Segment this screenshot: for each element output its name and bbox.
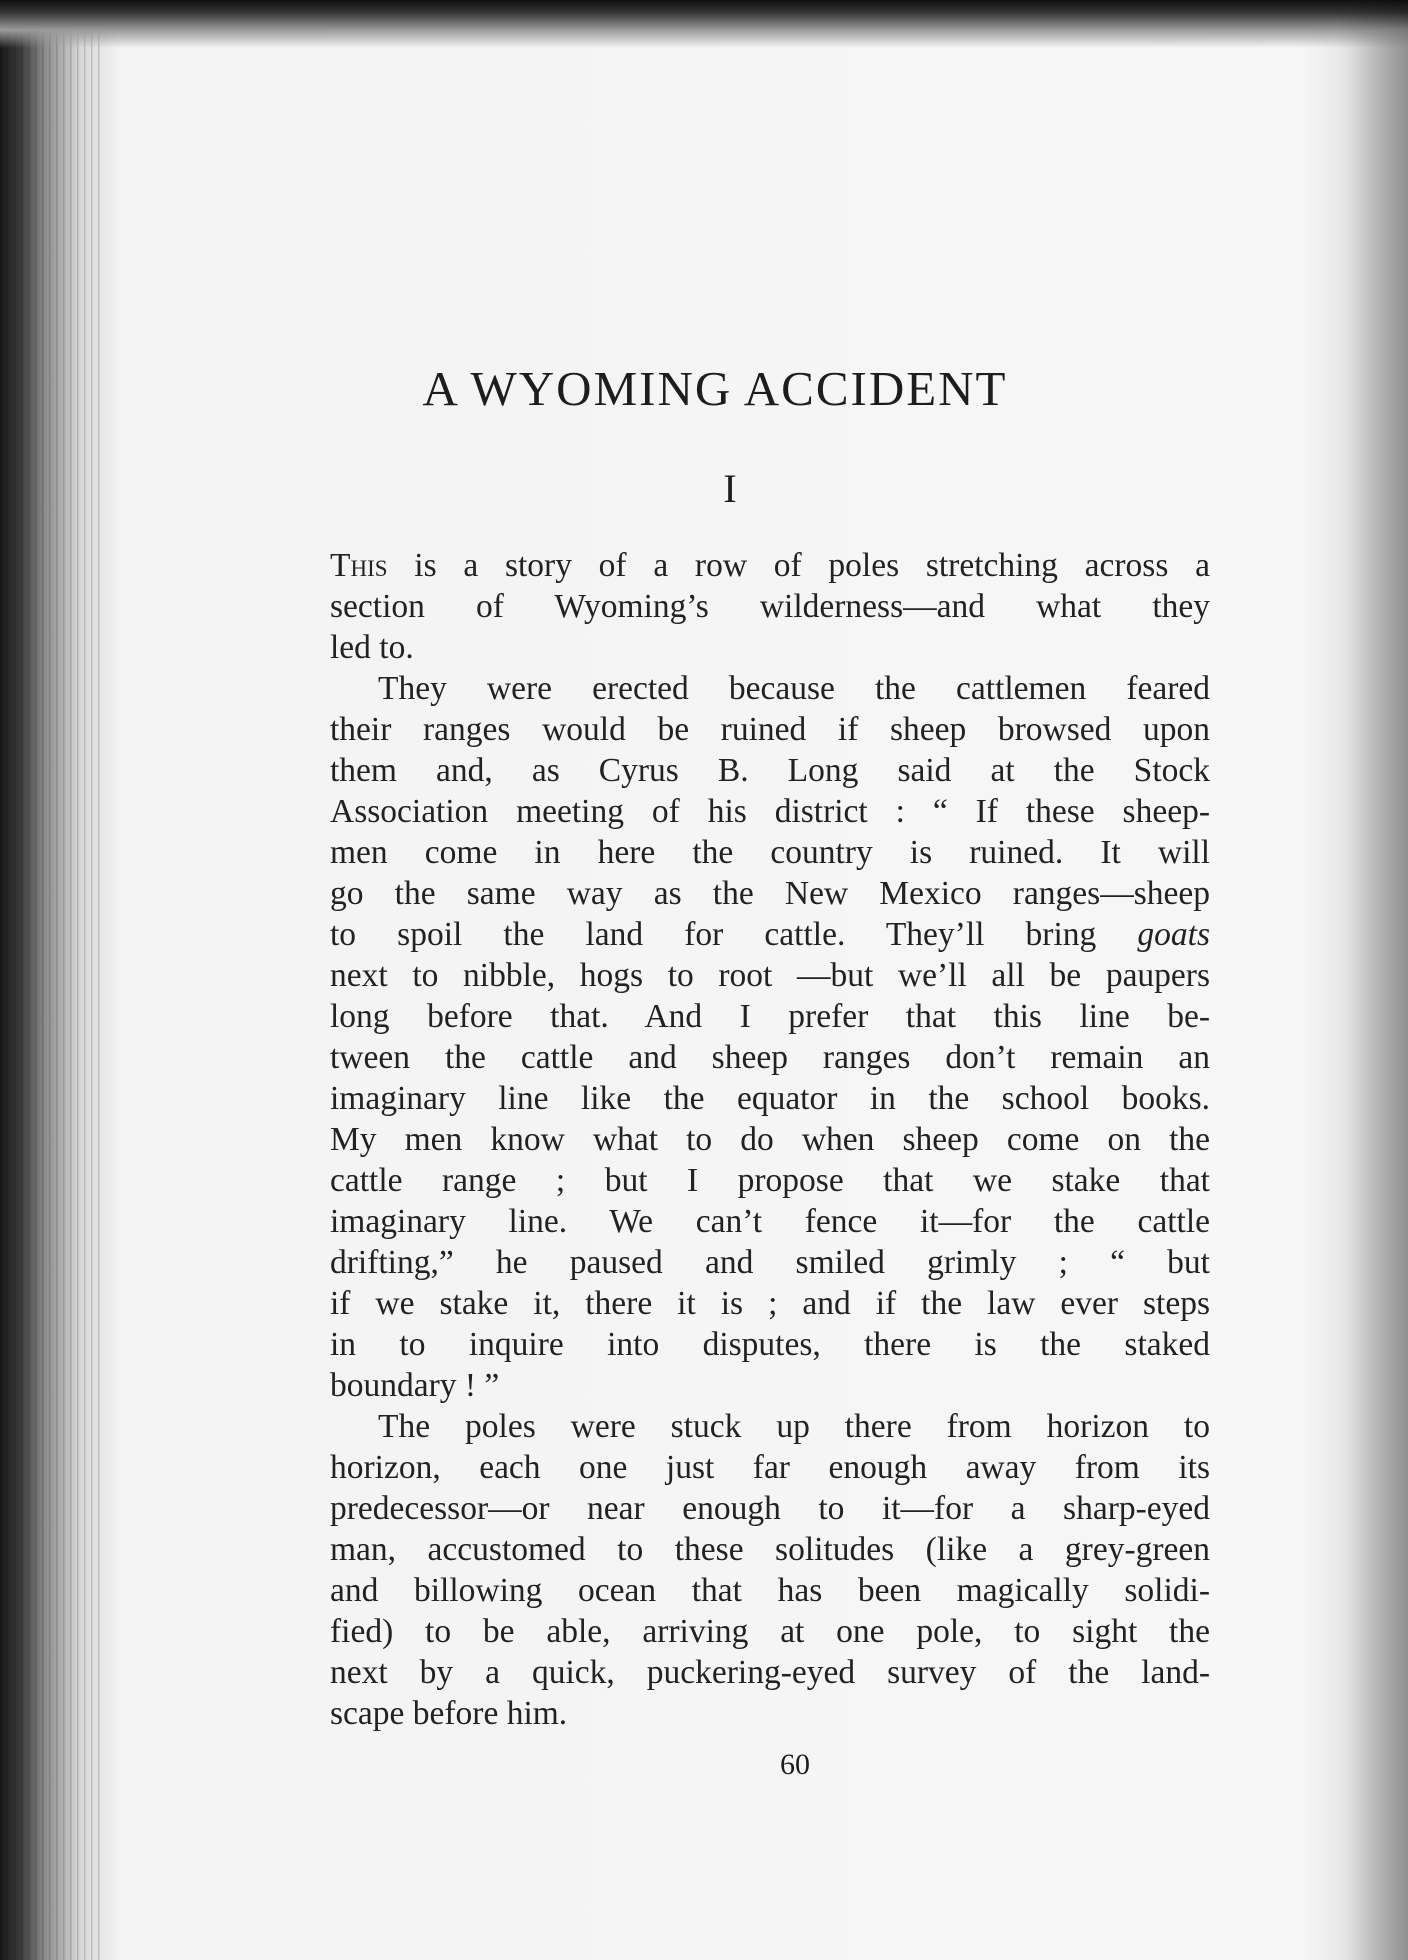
text-line: in to inquire into disputes, there is the staked [330,1326,1210,1363]
text-line: man, accustomed to these solitudes (like a grey-green [330,1531,1210,1568]
text-line: and billowing ocean that has been magically solidi- [330,1572,1210,1609]
text-line: The poles were stuck up there from horizon to [378,1408,1210,1445]
text-line [330,545,1210,586]
line-text: to spoil the land for cattle. They’ll bring [330,916,1138,953]
text-line [330,914,1210,955]
text-line: boundary ! ” [330,1367,500,1404]
text-line: led to. [330,629,414,666]
body-text [330,545,1210,1734]
page-number: 60 [780,1748,810,1781]
text-line: long before that. And I prefer that this line be- [330,998,1210,1035]
text-line: My men know what to do when sheep come on the [330,1121,1210,1158]
text-line: them and, as Cyrus B. Long said at the Stock [330,752,1210,789]
text-line: imaginary line. We can’t fence it—for the cattle [330,1203,1210,1240]
section-number: I [723,466,737,511]
text-line: if we stake it, there it is ; and if the law ever steps [330,1285,1210,1322]
text-line: tween the cattle and sheep ranges don’t remain an [330,1039,1210,1076]
drop-word: This [330,547,388,584]
text-line: imaginary line like the equator in the school books. [330,1080,1210,1117]
text-line: go the same way as the New Mexico ranges—sheep [330,875,1210,912]
text-line: They were erected because the cattlemen feared [378,670,1210,707]
text-line: men come in here the country is ruined. It will [330,834,1210,871]
text-line: next to nibble, hogs to root —but we’ll all be paupers [330,957,1210,994]
text-line: scape before him. [330,1695,568,1732]
emphasized-word: goats [1137,916,1210,953]
text-line: drifting,” he paused and smiled grimly ; “ but [330,1244,1210,1281]
text-line: fied) to be able, arriving at one pole, to sight the [330,1613,1210,1650]
text-line: cattle range ; but I propose that we stake that [330,1162,1210,1199]
chapter-title: A WYOMING ACCIDENT [422,361,1008,416]
text-line: horizon, each one just far enough away from its [330,1449,1210,1486]
text-line: next by a quick, puckering-eyed survey of the land- [330,1654,1210,1691]
text-line: section of Wyoming’s wilderness—and what they [330,588,1210,625]
text-line: their ranges would be ruined if sheep browsed upon [330,711,1210,748]
line-text: is a story of a row of poles stretching across a [387,547,1210,584]
text-line: Association meeting of his district : “ If these sheep- [330,793,1210,830]
text-line: predecessor—or near enough to it—for a sharp-eyed [330,1490,1210,1527]
